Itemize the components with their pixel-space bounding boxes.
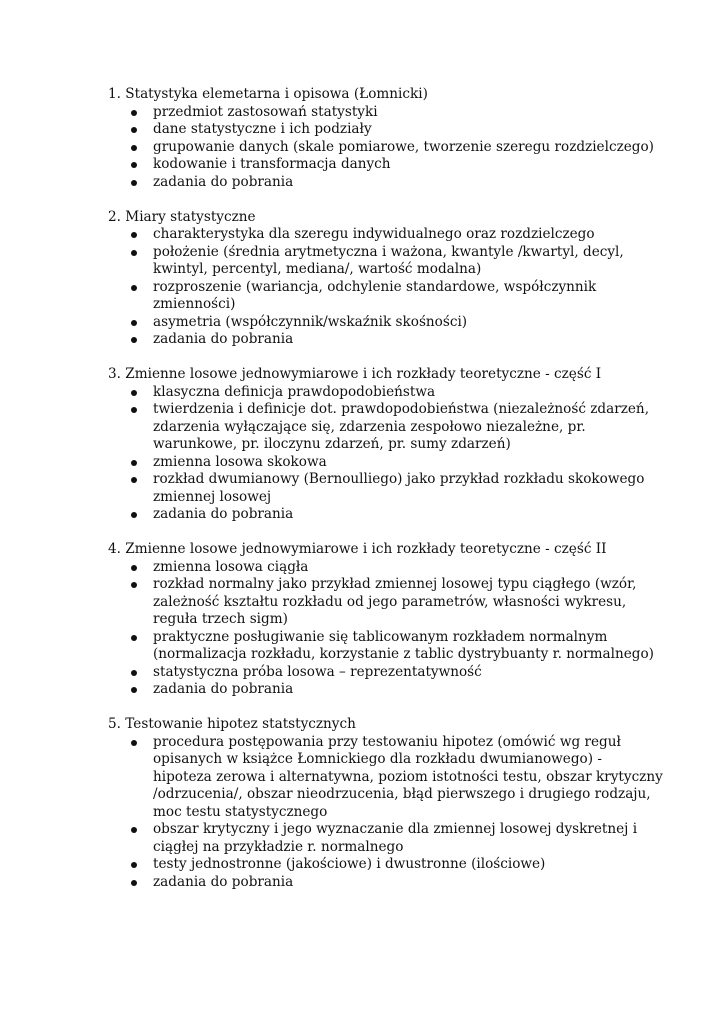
section-title: 4. Zmienne losowe jednowymiarowe i ich rozkłady teoretyczne - część II: [108, 541, 607, 557]
bullet-icon: [131, 180, 137, 186]
list-item-text: (normalizacja rozkładu, korzystanie z tablic dystrybuanty r. normalnego): [153, 646, 654, 662]
list-item: [108, 244, 668, 279]
section-4: [108, 541, 668, 699]
list-item: [108, 734, 668, 822]
bullet-icon: [131, 320, 137, 326]
section-5: [108, 716, 668, 891]
list-item-text: charakterystyka dla szeregu indywidualnego oraz rozdzielczego: [153, 226, 595, 242]
list-item-text: położenie (średnia arytmetyczna i ważona, kwantyle /kwartyl, decyl,: [153, 243, 624, 260]
list-item-text: statystyczna próba losowa – reprezentatywność: [153, 663, 482, 680]
bullet-list: [108, 384, 668, 524]
list-item: [108, 821, 668, 856]
bullet-icon: [131, 250, 137, 256]
list-item-text: testy jednostronne (jakościowe) i dwustronne (ilościowe): [153, 856, 546, 872]
list-item: [108, 279, 668, 314]
bullet-icon: [131, 687, 137, 693]
list-item: [108, 681, 668, 699]
bullet-icon: [131, 407, 137, 413]
bullet-icon: [131, 862, 137, 868]
bullet-icon: [131, 127, 137, 133]
list-item: [108, 139, 668, 157]
bullet-icon: [131, 635, 137, 641]
list-item: [108, 314, 668, 332]
list-item-text: praktyczne posługiwanie się tablicowanym rozkładem normalnym: [153, 628, 608, 645]
bullet-icon: [131, 162, 137, 168]
list-item-text: grupowanie danych (skale pomiarowe, tworzenie szeregu rozdzielczego): [153, 138, 654, 155]
list-item-text: warunkowe, pr. iloczynu zdarzeń, pr. sumy zdarzeń): [153, 436, 511, 452]
list-item-text: dane statystyczne i ich podziały: [153, 121, 372, 137]
section-3: [108, 366, 668, 524]
section-title: 3. Zmienne losowe jednowymiarowe i ich rozkłady teoretyczne - część I: [108, 366, 602, 382]
list-item: [108, 454, 668, 472]
list-item: [108, 559, 668, 577]
list-item-text: twierdzenia i definicje dot. prawdopodobieństwa (niezależność zdarzeń,: [153, 401, 650, 417]
list-item: [108, 856, 668, 874]
list-item-text: kwintyl, percentyl, mediana/, wartość modalna): [153, 261, 482, 277]
bullet-icon: [131, 285, 137, 291]
bullet-icon: [131, 582, 137, 588]
section-title: 5. Testowanie hipotez statstycznych: [108, 716, 356, 732]
list-item: [108, 331, 668, 349]
section-1: [108, 86, 668, 191]
list-item: [108, 226, 668, 244]
bullet-icon: [131, 337, 137, 343]
list-item-text: zadania do pobrania: [153, 873, 294, 890]
bullet-list: [108, 104, 668, 192]
section-title: 1. Statystyka elemetarna i opisowa (Łomnicki): [108, 86, 428, 102]
list-item: [108, 174, 668, 192]
bullet-list: [108, 559, 668, 699]
section-title: 2. Miary statystyczne: [108, 208, 256, 225]
bullet-icon: [131, 670, 137, 676]
list-item-text: zdarzenia wyłączające się, zdarzenia zespołowo niezależne, pr.: [153, 418, 586, 435]
list-item-text: kodowanie i transformacja danych: [153, 156, 391, 172]
list-item-text: rozkład normalny jako przykład zmiennej losowej typu ciągłego (wzór,: [153, 576, 637, 592]
list-item-text: rozproszenie (wariancja, odchylenie standardowe, współczynnik: [153, 278, 597, 295]
list-item-text: rozkład dwumianowy (Bernoulliego) jako przykład rozkładu skokowego: [153, 471, 645, 487]
bullet-icon: [131, 232, 137, 238]
list-item-text: zmienna losowa skokowa: [153, 453, 327, 470]
bullet-icon: [131, 460, 137, 466]
list-item-text: reguła trzech sigm): [153, 611, 288, 627]
bullet-icon: [131, 512, 137, 518]
document-body: [108, 86, 668, 909]
list-item-text: /odrzucenia/, obszar nieodrzucenia, błąd pierwszego i drugiego rodzaju,: [153, 786, 651, 802]
list-item-text: zadania do pobrania: [153, 506, 294, 522]
list-item-text: ciągłej na przykładzie r. normalnego: [153, 838, 404, 855]
list-item: [108, 401, 668, 454]
list-item-text: hipoteza zerowa i alternatywna, poziom istotności testu, obszar krytyczny: [153, 768, 663, 785]
list-item-text: zadania do pobrania: [153, 681, 294, 697]
bullet-icon: [131, 390, 137, 396]
list-item-text: zmienności): [153, 296, 236, 312]
list-item-text: zmiennej losowej: [153, 488, 272, 505]
list-item: [108, 156, 668, 174]
list-item: [108, 629, 668, 664]
list-item: [108, 874, 668, 892]
list-item-text: klasyczna definicja prawdopodobieństwa: [153, 383, 436, 400]
list-item: [108, 576, 668, 629]
list-item-text: zadania do pobrania: [153, 173, 294, 190]
bullet-icon: [131, 827, 137, 833]
bullet-list: [108, 734, 668, 892]
list-item: [108, 506, 668, 524]
bullet-icon: [131, 110, 137, 116]
section-2: [108, 209, 668, 349]
bullet-icon: [131, 880, 137, 886]
list-item-text: asymetria (współczynnik/wskaźnik skośności): [153, 313, 468, 330]
list-item-text: zmienna losowa ciągła: [153, 558, 309, 575]
bullet-icon: [131, 565, 137, 571]
list-item-text: zależność kształtu rozkładu od jego parametrów, własności wykresu,: [153, 593, 627, 610]
list-item-text: przedmiot zastosowań statystyki: [153, 103, 378, 120]
bullet-icon: [131, 477, 137, 483]
list-item: [108, 664, 668, 682]
list-item-text: zadania do pobrania: [153, 331, 294, 347]
list-item-text: opisanych w książce Łomnickiego dla rozkładu dwumianowego) -: [153, 751, 602, 767]
list-item-text: obszar krytyczny i jego wyznaczanie dla zmiennej losowej dyskretnej i: [153, 821, 638, 837]
list-item: [108, 384, 668, 402]
list-item: [108, 471, 668, 506]
bullet-icon: [131, 145, 137, 151]
bullet-list: [108, 226, 668, 349]
list-item: [108, 121, 668, 139]
bullet-icon: [131, 740, 137, 746]
list-item: [108, 104, 668, 122]
list-item-text: moc testu statystycznego: [153, 803, 328, 820]
list-item-text: procedura postępowania przy testowaniu hipotez (omówić wg reguł: [153, 733, 621, 750]
